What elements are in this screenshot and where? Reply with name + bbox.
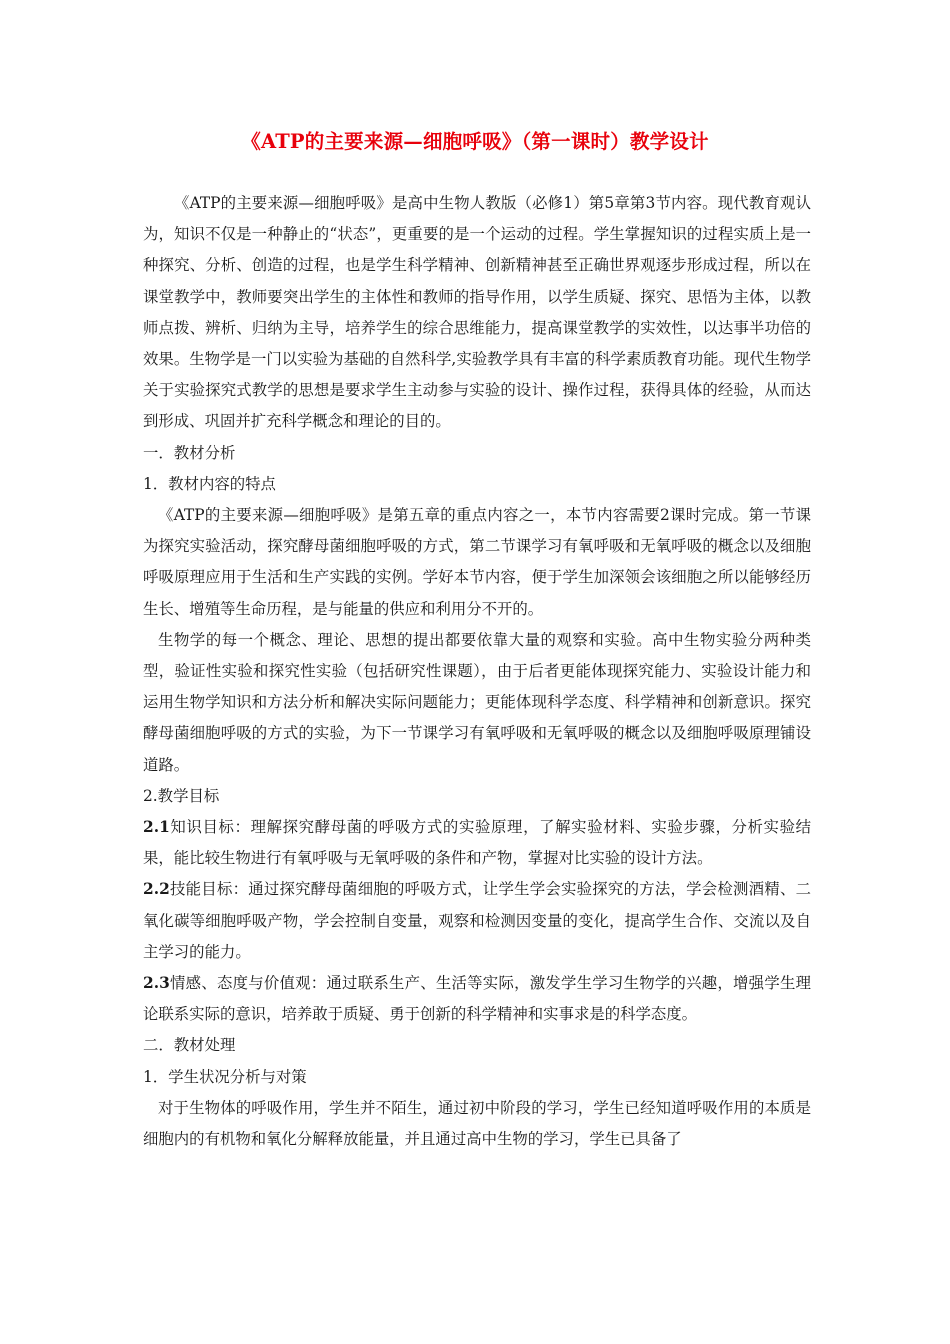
section-heading-1: 一．教材分析	[143, 443, 236, 462]
objective-number: 2.2	[143, 880, 170, 899]
paragraph-student-analysis: 对于生物体的呼吸作用，学生并不陌生，通过初中阶段的学习，学生已经知道呼吸作用的本质是细胞内的有机物和氧化分解释放能量，并且通过高中生物的学习，学生已具备了	[143, 1098, 811, 1149]
objective-skills	[143, 874, 811, 968]
subsection-heading-1-2: 2.教学目标	[143, 786, 220, 805]
objective-text: 情感、态度与价值观：通过联系生产、生活等实际，激发学生学习生物学的兴趣，增强学生理论联系实际的意识，培养敢于质疑、勇于创新的科学精神和实事求是的科学态度。	[143, 974, 811, 1024]
subsection-heading-2-1: 1．学生状况分析与对策	[143, 1067, 307, 1086]
page-title: 《ATP的主要来源—细胞呼吸》（第一课时）教学设计	[241, 130, 709, 153]
objective-number: 2.3	[143, 974, 170, 993]
objective-knowledge	[143, 812, 811, 874]
paragraph-experiment-types: 生物学的每一个概念、理论、思想的提出都要依靠大量的观察和实验。高中生物实验分两种类型，验证性实验和探究性实验（包括研究性课题），由于后者更能体现探究能力、实验设计能力和运用生物学知识和方法分析和解决实际问题能力；更能体现科学态度、科学精神和创新意识。探究酵母菌细胞呼吸的方式的实验，为下一节课学习有氧呼吸和无氧呼吸的概念以及细胞呼吸原理铺设道路。	[143, 630, 811, 774]
objective-number: 2.1	[143, 818, 170, 837]
subsection-heading-1-1: 1．教材内容的特点	[143, 474, 276, 493]
objective-text: 知识目标：理解探究酵母菌的呼吸方式的实验原理，了解实验材料、实验步骤，分析实验结果，能比较生物进行有氧呼吸与无氧呼吸的条件和产物，掌握对比实验的设计方法。	[143, 818, 811, 868]
paragraph-content-features: 《ATP的主要来源—细胞呼吸》是第五章的重点内容之一，本节内容需要2课时完成。第一节课为探究实验活动，探究酵母菌细胞呼吸的方式，第二节课学习有氧呼吸和无氧呼吸的概念以及细胞呼吸原理应用于生活和生产实践的实例。学好本节内容，便于学生加深领会该细胞之所以能够经历生长、增殖等生命历程，是与能量的供应和利用分不开的。	[143, 506, 811, 618]
objective-text: 技能目标：通过探究酵母菌细胞的呼吸方式，让学生学会实验探究的方法，学会检测酒精、二氧化碳等细胞呼吸产物，学会控制自变量，观察和检测因变量的变化，提高学生合作、交流以及自主学习的能力。	[143, 880, 811, 961]
document-body	[143, 188, 811, 1155]
section-heading-2: 二．教材处理	[143, 1036, 236, 1055]
intro-paragraph: 《ATP的主要来源—细胞呼吸》是高中生物人教版（必修1）第5章第3节内容。现代教育观认为，知识不仅是一种静止的“状态”，更重要的是一个运动的过程。学生掌握知识的过程实质上是一种探究、分析、创造的过程，也是学生科学精神、创新精神甚至正确世界观逐步形成过程，所以在课堂教学中，教师要突出学生的主体性和教师的指导作用，以学生质疑、探究、思悟为主体，以教师点拨、辨析、归纳为主导，培养学生的综合思维能力，提高课堂教学的实效性，以达事半功倍的效果。生物学是一门以实验为基础的自然科学,实验教学具有丰富的科学素质教育功能。现代生物学关于实验探究式教学的思想是要求学生主动参与实验的设计、操作过程，获得具体的经验，从而达到形成、巩固并扩充科学概念和理论的目的。	[143, 194, 811, 431]
objective-values	[143, 968, 811, 1030]
